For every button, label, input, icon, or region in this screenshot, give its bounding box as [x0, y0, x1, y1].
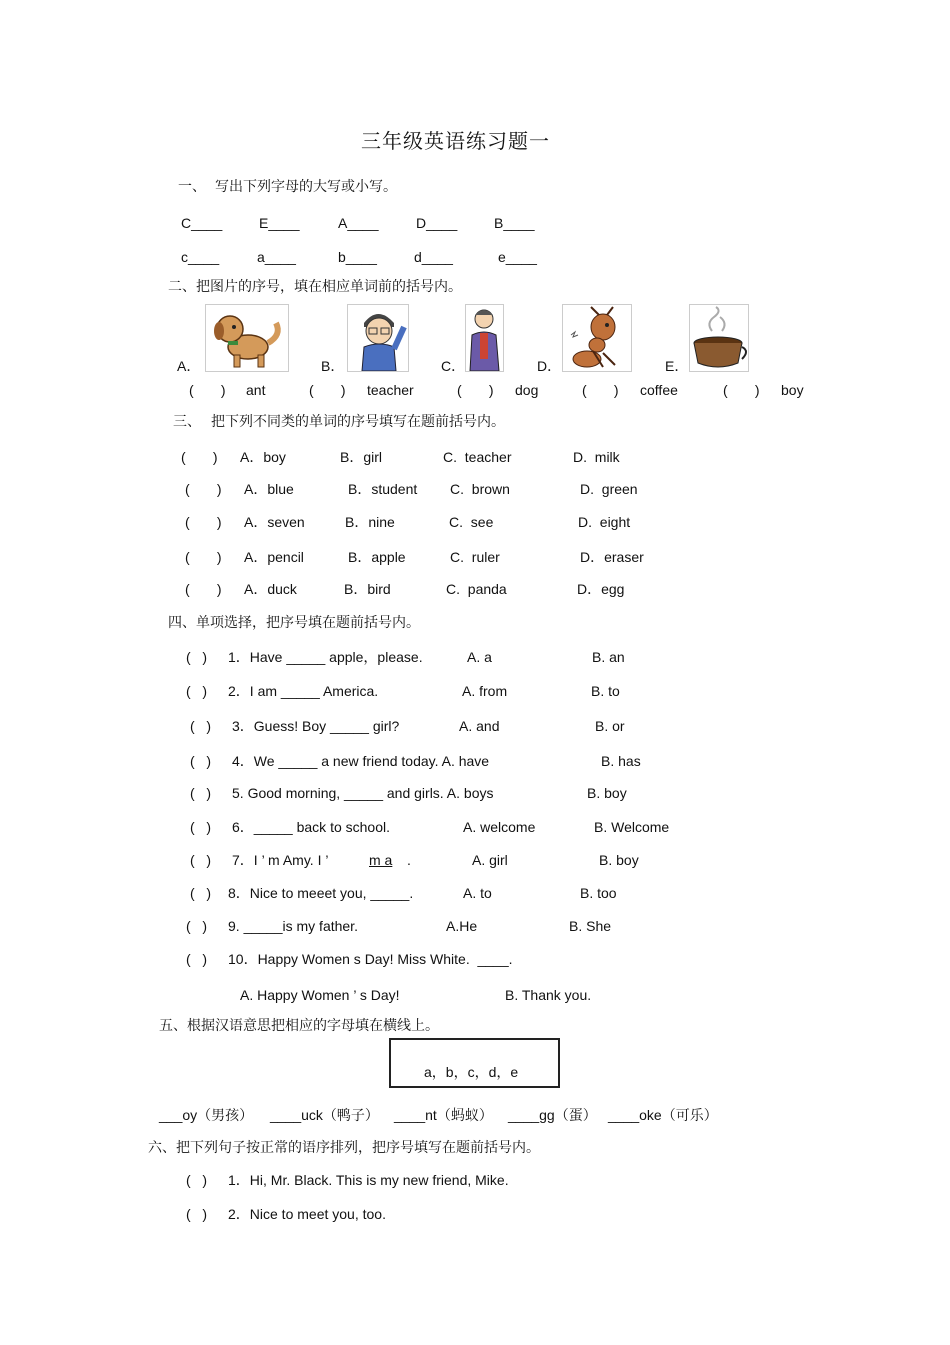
answer-blank[interactable]: ( ): [582, 382, 619, 398]
section4-heading: 四、单项选择，把序号填在题前括号内。: [168, 615, 420, 631]
question-text: 5. Good morning, _____ and girls. A. boys: [232, 785, 494, 801]
letter-blank: B____: [494, 215, 535, 231]
option-b: B．apple: [348, 549, 406, 565]
fill-word: ____uck（鸭子）: [270, 1107, 379, 1123]
option-c: C. see: [449, 514, 494, 530]
option-d: D. green: [580, 481, 638, 497]
section3-heading: 把下列不同类的单词的序号填写在题前括号内。: [211, 414, 505, 430]
option-a: A．duck: [244, 581, 297, 597]
option-a: A．blue: [244, 481, 294, 497]
choice-a: A. and: [459, 718, 500, 734]
choice-a: A.He: [446, 918, 478, 934]
picture-label-e: E．: [665, 358, 689, 374]
sentence-text: 1．Hi, Mr. Black. This is my new friend, Mike.: [228, 1172, 509, 1188]
letter-blank: d____: [414, 249, 453, 265]
picture-label-b: B．: [321, 358, 345, 374]
choice-a: A. to: [463, 885, 492, 901]
option-c: C. ruler: [450, 549, 500, 565]
match-word: teacher: [367, 382, 414, 398]
letter-box-text: a，b，c，d，e: [424, 1064, 519, 1080]
choice-b: B. boy: [587, 785, 627, 801]
choice-b: B. She: [569, 918, 612, 934]
option-d: D．eraser: [580, 549, 644, 565]
choice-b: B. to: [591, 683, 620, 699]
choice-a: A. from: [462, 683, 508, 699]
letter-box: [389, 1038, 560, 1088]
option-a: A．boy: [240, 449, 286, 465]
answer-blank[interactable]: ( ): [185, 514, 222, 530]
section6-heading: 六、把下列句子按正常的语序排列，把序号填写在题前括号内。: [148, 1140, 540, 1156]
question-text: 8．Nice to meeet you, _____.: [228, 885, 414, 901]
question-text: 9. _____is my father.: [228, 918, 358, 934]
answer-blank[interactable]: ( ): [186, 1206, 207, 1222]
section2-heading: 二、把图片的序号，填在相应单词前的括号内。: [168, 279, 462, 295]
answer-blank[interactable]: ( ): [309, 382, 346, 398]
option-c: C. teacher: [443, 449, 512, 465]
letter-blank: C____: [181, 215, 223, 231]
option-b: B．bird: [344, 581, 391, 597]
letter-blank: c____: [181, 249, 220, 265]
section3-number: 三、: [173, 414, 201, 430]
fill-word: ___oy（男孩）: [159, 1107, 254, 1123]
answer-blank[interactable]: ( ): [185, 581, 222, 597]
option-d: D. milk: [573, 449, 620, 465]
choice-a: A. a: [467, 649, 492, 665]
question-text: 3．Guess! Boy _____ girl?: [232, 718, 400, 734]
choice-b: B. boy: [599, 852, 639, 868]
match-word: ant: [246, 382, 266, 398]
answer-blank[interactable]: ( ): [186, 649, 207, 665]
question-text: 7．I ’ m Amy. I ’: [232, 852, 329, 868]
section5-heading: 五、根据汉语意思把相应的字母填在横线上。: [159, 1018, 439, 1034]
answer-blank[interactable]: ( ): [186, 951, 207, 967]
answer-blank[interactable]: ( ): [186, 918, 207, 934]
choice-b: B. has: [601, 753, 641, 769]
answer-blank[interactable]: ( ): [190, 785, 211, 801]
fill-word: ____oke（可乐）: [608, 1107, 718, 1123]
fill-word: ____gg（蛋）: [508, 1107, 597, 1123]
letter-blank: a____: [257, 249, 296, 265]
answer-blank[interactable]: ( ): [190, 753, 211, 769]
choice-a: A. girl: [472, 852, 508, 868]
question-end: .: [407, 852, 411, 868]
option-b: B．nine: [345, 514, 395, 530]
answer-blank[interactable]: ( ): [457, 382, 494, 398]
match-word: dog: [515, 382, 539, 398]
filled-blank: m a: [369, 852, 393, 868]
fill-word: ____nt（蚂蚁）: [394, 1107, 493, 1123]
option-b: B．girl: [340, 449, 383, 465]
choice-b: B. Thank you.: [505, 987, 592, 1003]
question-text: 1．Have _____ apple，please.: [228, 649, 423, 665]
letter-blank: E____: [259, 215, 300, 231]
choice-b: B. too: [580, 885, 617, 901]
teacher-picture: [465, 304, 504, 372]
option-a: A．seven: [244, 514, 305, 530]
letter-blank: A____: [338, 215, 379, 231]
letter-blank: b____: [338, 249, 377, 265]
letter-blank: D____: [416, 215, 458, 231]
option-d: D. eight: [578, 514, 631, 530]
coffee-picture: [689, 304, 749, 372]
option-c: C. brown: [450, 481, 510, 497]
answer-blank[interactable]: ( ): [185, 549, 222, 565]
picture-label-c: C．: [441, 358, 466, 374]
answer-blank[interactable]: ( ): [190, 852, 211, 868]
choice-a: A. welcome: [463, 819, 536, 835]
answer-blank[interactable]: ( ): [186, 683, 207, 699]
question-text: 10．Happy Women s Day! Miss White. ____.: [228, 951, 513, 967]
answer-blank[interactable]: ( ): [723, 382, 760, 398]
dog-picture: [205, 304, 289, 372]
answer-blank[interactable]: ( ): [189, 382, 226, 398]
section1-number: 一、: [178, 179, 206, 195]
answer-blank[interactable]: ( ): [190, 718, 211, 734]
ant-picture: [562, 304, 632, 372]
option-b: B．student: [348, 481, 418, 497]
question-text: 4．We _____ a new friend today. A. have: [232, 753, 490, 769]
page-title: 三年级英语练习题一: [361, 129, 550, 153]
picture-label-d: D．: [537, 358, 562, 374]
choice-a: A. Happy Women ’ s Day!: [240, 987, 400, 1003]
question-text: 6．_____ back to school.: [232, 819, 390, 835]
answer-blank[interactable]: ( ): [181, 449, 218, 465]
choice-b: B. Welcome: [594, 819, 670, 835]
option-d: D．egg: [577, 581, 625, 597]
option-c: C. panda: [446, 581, 507, 597]
answer-blank[interactable]: ( ): [185, 481, 222, 497]
answer-blank[interactable]: ( ): [186, 1172, 207, 1188]
section1-heading: 写出下列字母的大写或小写。: [215, 179, 397, 195]
question-text: 2．I am _____ America.: [228, 683, 379, 699]
boy-picture: [347, 304, 409, 372]
choice-b: B. or: [595, 718, 625, 734]
match-word: boy: [781, 382, 804, 398]
match-word: coffee: [640, 382, 678, 398]
letter-blank: e____: [498, 249, 537, 265]
sentence-text: 2．Nice to meet you, too.: [228, 1206, 386, 1222]
picture-label-a: A．: [177, 358, 201, 374]
answer-blank[interactable]: ( ): [190, 819, 211, 835]
answer-blank[interactable]: ( ): [190, 885, 211, 901]
choice-b: B. an: [592, 649, 625, 665]
option-a: A．pencil: [244, 549, 304, 565]
